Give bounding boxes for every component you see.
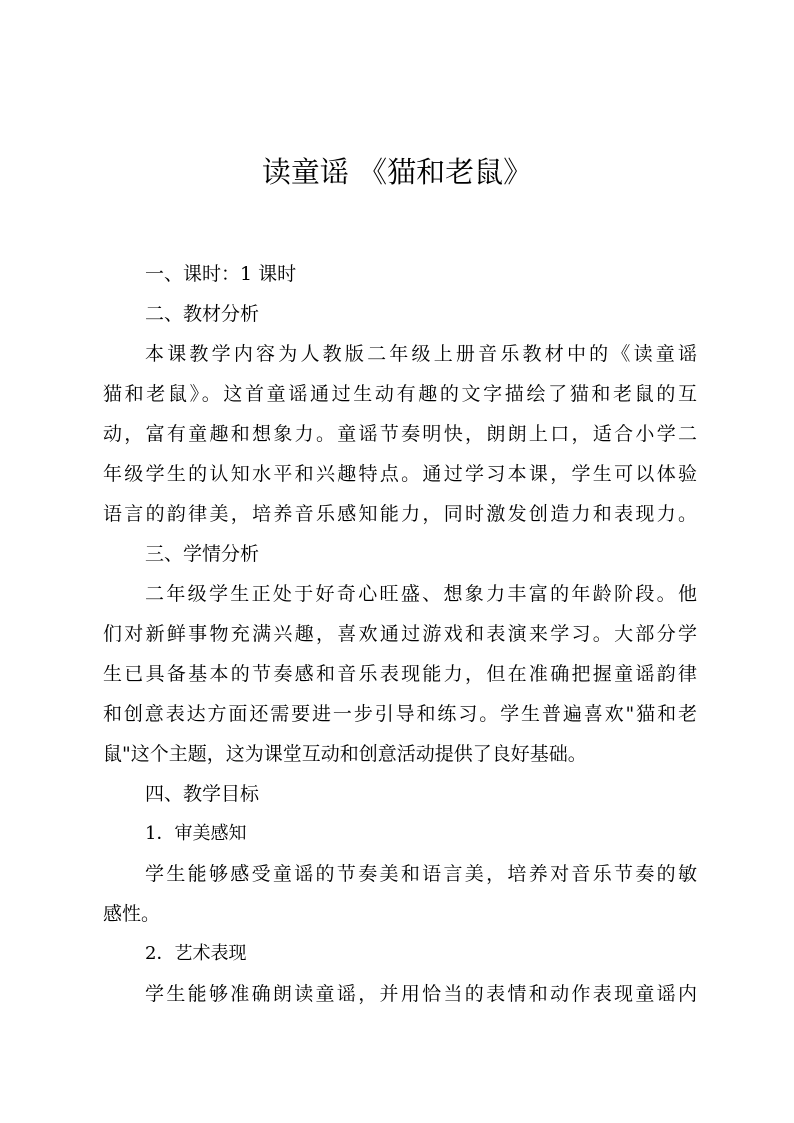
paragraph-line: 二年级学生正处于好奇心旺盛、想象力丰富的年龄阶段。他 xyxy=(145,583,697,605)
paragraph-line: 猫和老鼠》。这首童谣通过生动有趣的文字描绘了猫和老鼠的互 xyxy=(103,383,697,405)
paragraph-line: 们对新鲜事物充满兴趣，喜欢通过游戏和表演来学习。大部分学 xyxy=(103,623,697,645)
paragraph-line: 动，富有童趣和想象力。童谣节奏明快，朗朗上口，适合小学二 xyxy=(103,423,697,445)
paragraph-line: 学生能够感受童谣的节奏美和语言美，培养对音乐节奏的敏 xyxy=(145,863,697,885)
section-heading-student-analysis: 三、学情分析 xyxy=(145,543,260,565)
document-title: 读童谣 《猫和老鼠》 xyxy=(261,155,533,189)
paragraph-line: 感性。 xyxy=(103,903,161,925)
goal-label-artistic-expression: 2．艺术表现 xyxy=(145,943,247,964)
section-heading-teaching-goals: 四、教学目标 xyxy=(145,783,260,805)
section-heading-textbook-analysis: 二、教材分析 xyxy=(145,303,260,325)
goal-label-aesthetic-perception: 1．审美感知 xyxy=(145,823,247,844)
lesson-hours-line: 一、课时：1 课时 xyxy=(145,263,297,285)
paragraph-line: 年级学生的认知水平和兴趣特点。通过学习本课，学生可以体验 xyxy=(103,463,697,485)
paragraph-line: 生已具备基本的节奏感和音乐表现能力，但在准确把握童谣韵律 xyxy=(103,663,697,685)
paragraph-line: 语言的韵律美，培养音乐感知能力，同时激发创造力和表现力。 xyxy=(103,503,697,525)
paragraph-line: 学生能够准确朗读童谣，并用恰当的表情和动作表现童谣内 xyxy=(145,983,697,1005)
paragraph-line: 和创意表达方面还需要进一步引导和练习。学生普遍喜欢"猫和老 xyxy=(103,703,697,725)
paragraph-line: 鼠"这个主题，这为课堂互动和创意活动提供了良好基础。 xyxy=(103,743,587,765)
document-body xyxy=(103,254,697,1014)
paragraph-line: 本课教学内容为人教版二年级上册音乐教材中的《读童谣 xyxy=(145,343,697,365)
